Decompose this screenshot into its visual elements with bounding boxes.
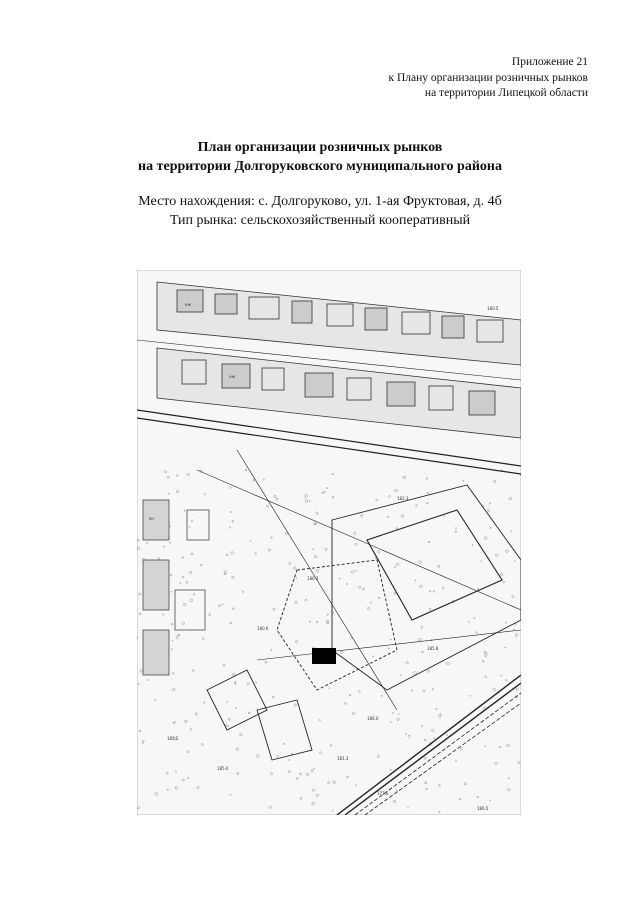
market-info — [0, 192, 640, 230]
elevation-label: 186.3 — [307, 576, 319, 581]
elevation-label: 185.0 — [217, 766, 229, 771]
elevation-label: 181.3 — [337, 756, 349, 761]
title-line-2: на территории Долгоруковского муниципального района — [138, 159, 502, 174]
building-label: кн — [149, 516, 155, 521]
appendix-reference — [389, 55, 588, 102]
elevation-label: 182.3 — [397, 496, 409, 501]
elevation-label: 177.6 — [377, 791, 389, 796]
market-type: Тип рынка: сельскохозяйственный кооперативный — [169, 213, 471, 228]
appendix-ref-line-1: к Плану организации розничных рынков — [388, 71, 588, 84]
building-label: кж — [185, 302, 192, 307]
appendix-number: Приложение 21 — [511, 56, 588, 68]
market-location: Место нахождения: с. Долгоруково, ул. 1-ая Фруктовая, д. 4б — [138, 194, 502, 209]
cadastral-map — [137, 270, 521, 815]
marked-market-site — [312, 648, 336, 664]
document-title — [0, 138, 640, 176]
elevation-label: 185.5 — [167, 736, 179, 741]
elevation-label: 186.0 — [367, 716, 379, 721]
elevation-label: 180.5 — [487, 306, 499, 311]
elevation-label: 185.8 — [427, 646, 439, 651]
title-line-1: План организации розничных рынков — [197, 140, 443, 155]
elevation-label: 180.6 — [257, 626, 269, 631]
elevation-label: 186.5 — [477, 806, 489, 811]
appendix-ref-line-2: на территории Липецкой области — [424, 87, 588, 99]
building-label: нж — [229, 374, 236, 379]
